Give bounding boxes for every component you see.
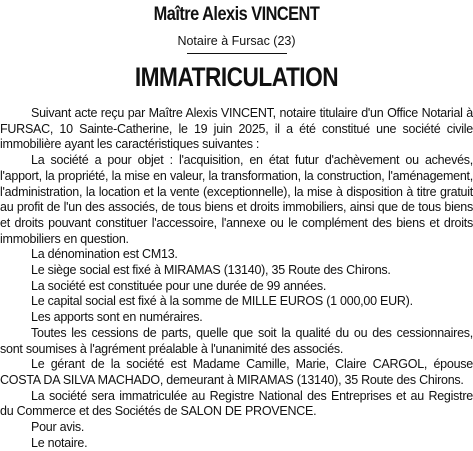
header-divider [187,53,287,54]
intro-paragraph: Suivant acte reçu par Maître Alexis VINCENT, notaire titulaire d'un Office Notarial à FURSAC, 10 Sainte-Catherine, le 19 juin 2025, il a été constitué une société civile immobilière ayant les caractéristiques suivantes : [0,106,473,152]
purpose-paragraph: La société a pour objet : l'acquisition, en état futur d'achèvement ou achevés, l'apport, la propriété, la mise en valeur, la transformation, la construction, l'aménagement, l'administration, la location et la vente (exceptionnelle), la mise à disposition à titre gratuit au profit de l'un des associés, de tous biens et droits immobiliers, ainsi que de tous biens et droits pouvant constituer l'accessoire, l'annexe ou le complément des biens et droits immobiliers en question. [0,153,473,246]
notice-title: IMMATRICULATION [134,62,339,92]
duration-paragraph: La société est constituée pour une durée de 99 années. [31,278,327,293]
notice-body [0,106,473,451]
company-name-paragraph: La dénomination est CM13. [31,247,178,262]
manager-paragraph: Le gérant de la société est Madame Camille, Marie, Claire CARGOL, épouse COSTA DA SILVA MACHADO, demeurant à MIRAMAS (13140), 35 Route des Chirons. [0,357,473,387]
notary-name: Maître Alexis VINCENT [153,4,320,25]
notary-office: Notaire à Fursac (23) [177,34,296,48]
share-transfer-paragraph: Toutes les cessions de parts, quelle que soit la qualité du ou des cessionnaires, sont soumises à l'agrément préalable à l'unanimité des associés. [0,325,473,356]
closing-for-notice: Pour avis. [31,420,85,435]
head-office-paragraph: Le siège social est fixé à MIRAMAS (13140), 35 Route des Chirons. [31,263,391,278]
registration-paragraph: La société sera immatriculée au Registre National des Entreprises et au Registre du Commerce et des Sociétés de SALON DE PROVENCE. [0,388,473,419]
contributions-paragraph: Les apports sont en numéraires. [31,310,203,325]
closing-signature: Le notaire. [31,435,88,450]
capital-paragraph: Le capital social est fixé à la somme de MILLE EUROS (1 000,00 EUR). [31,294,413,309]
